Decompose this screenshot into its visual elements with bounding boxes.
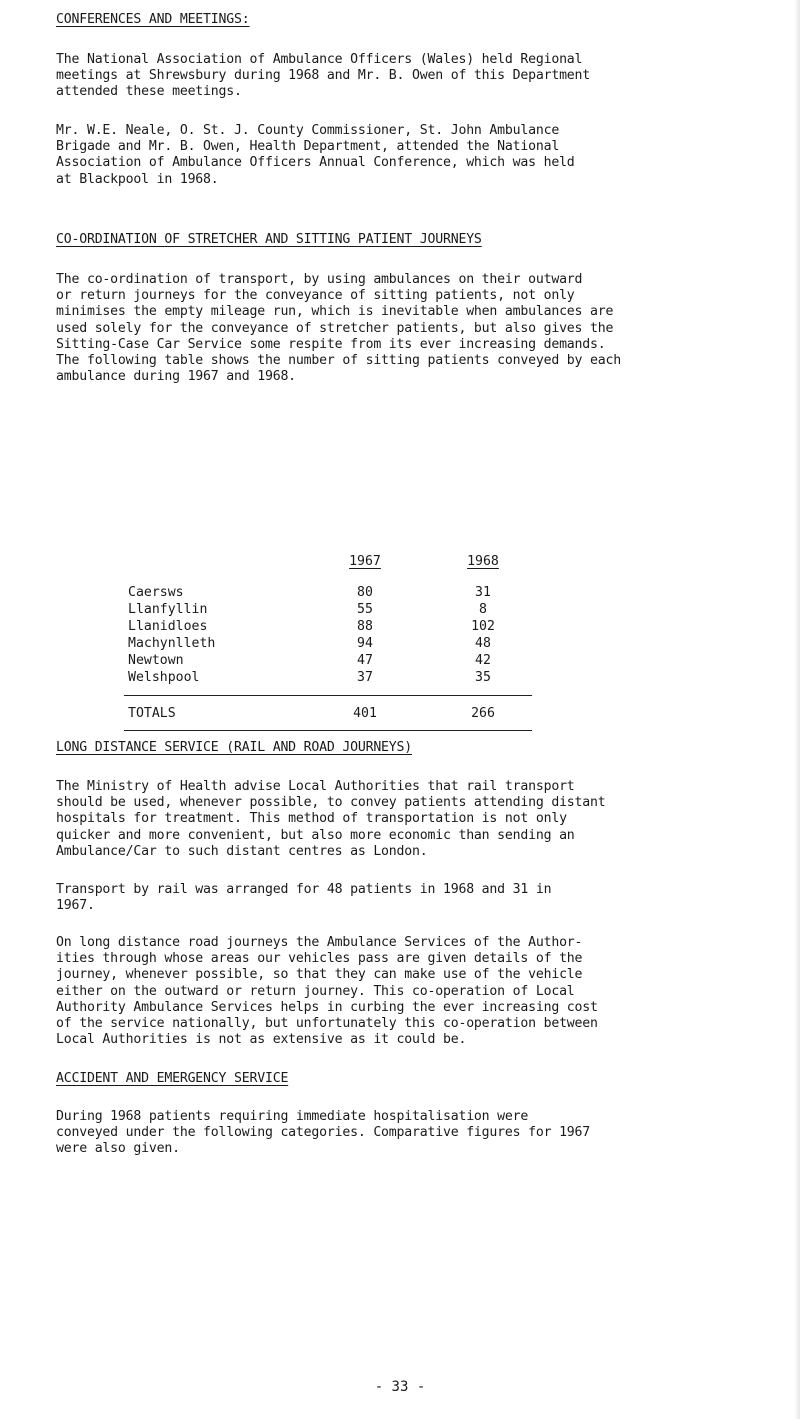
row-value-1967: 80 [357,585,373,600]
header-1967: 1967 [349,554,381,569]
row-value-1968: 31 [475,585,491,600]
header-1968: 1968 [467,554,499,569]
paragraph-coordination: The co-ordination of transport, by using ambulances on their outward or return journeys for the conveyance of sitting patients, not only minimises the empty mileage run, which is inevitable when ambulances are used solely for the conveyance of stretcher patients, but also gives the Sitting-Case Car Service some respite from its ever increasing demands. The following table shows the number of sitting patients conveyed by each ambulance during 1967 and 1968. [56,272,621,385]
row-name: Welshpool [128,670,200,685]
table-header [56,554,616,574]
table-row [56,619,616,635]
row-value-1968: 42 [475,653,491,668]
table-totals-row [56,706,616,722]
heading-long-distance: LONG DISTANCE SERVICE (RAIL AND ROAD JOURNEYS) [56,740,413,755]
row-value-1967: 37 [357,670,373,685]
paragraph-conferences-2: Mr. W.E. Neale, O. St. J. County Commissioner, St. John Ambulance Brigade and Mr. B. Owen, Health Department, attended the National Association of Ambulance Officers Annual Conference, which was held at Blackpool in 1968. [56,123,575,187]
paragraph-conferences-1: The National Association of Ambulance Officers (Wales) held Regional meetings at Shrewsbury during 1968 and Mr. B. Owen of this Department attended these meetings. [56,52,591,100]
paragraph-long-distance-3: On long distance road journeys the Ambulance Services of the Author- ities through whose areas our vehicles pass are given details of the journey, whenever possible, so that they can make use of the vehicle either on the outward or return journey. This co-operation of Local Authority Ambulance Services helps in curbing the ever increasing cost of the service nationally, but unfortunately this co-operation between Local Authorities is not as extensive as it could be. [56,935,598,1048]
page-edge-shadow [794,0,800,1419]
row-value-1968: 8 [479,602,487,617]
heading-conferences: CONFERENCES AND MEETINGS: [56,12,250,27]
row-value-1967: 55 [357,602,373,617]
table-row [56,636,616,652]
totals-value-1967: 401 [353,706,377,721]
row-value-1968: 48 [475,636,491,651]
totals-label: TOTALS [128,706,176,721]
table-row [56,670,616,686]
table-row [56,585,616,601]
paragraph-long-distance-2: Transport by rail was arranged for 48 patients in 1968 and 31 in 1967. [56,882,552,914]
row-name: Llanfyllin [128,602,208,617]
row-name: Newtown [128,653,184,668]
totals-bottom-rule [124,730,532,731]
row-value-1968: 102 [471,619,495,634]
row-name: Caersws [128,585,184,600]
paragraph-accident: During 1968 patients requiring immediate hospitalisation were conveyed under the following categories. Comparative figures for 1967 were also given. [56,1109,591,1157]
row-value-1967: 88 [357,619,373,634]
paragraph-long-distance-1: The Ministry of Health advise Local Authorities that rail transport should be used, whenever possible, to convey patients attending distant hospitals for treatment. This method of transportation is not only quicker and more convenient, but also more economic than sending an Ambulance/Car to such distant centres as London. [56,779,606,859]
totals-top-rule [124,695,532,696]
table-row [56,602,616,618]
row-name: Llanidloes [128,619,208,634]
row-name: Machynlleth [128,636,216,651]
row-value-1967: 47 [357,653,373,668]
totals-value-1968: 266 [471,706,495,721]
row-value-1968: 35 [475,670,491,685]
heading-accident: ACCIDENT AND EMERGENCY SERVICE [56,1071,289,1086]
page-number: - 33 - [374,1379,426,1395]
table-row [56,653,616,669]
heading-coordination: CO-ORDINATION OF STRETCHER AND SITTING PATIENT JOURNEYS [56,232,482,247]
row-value-1967: 94 [357,636,373,651]
